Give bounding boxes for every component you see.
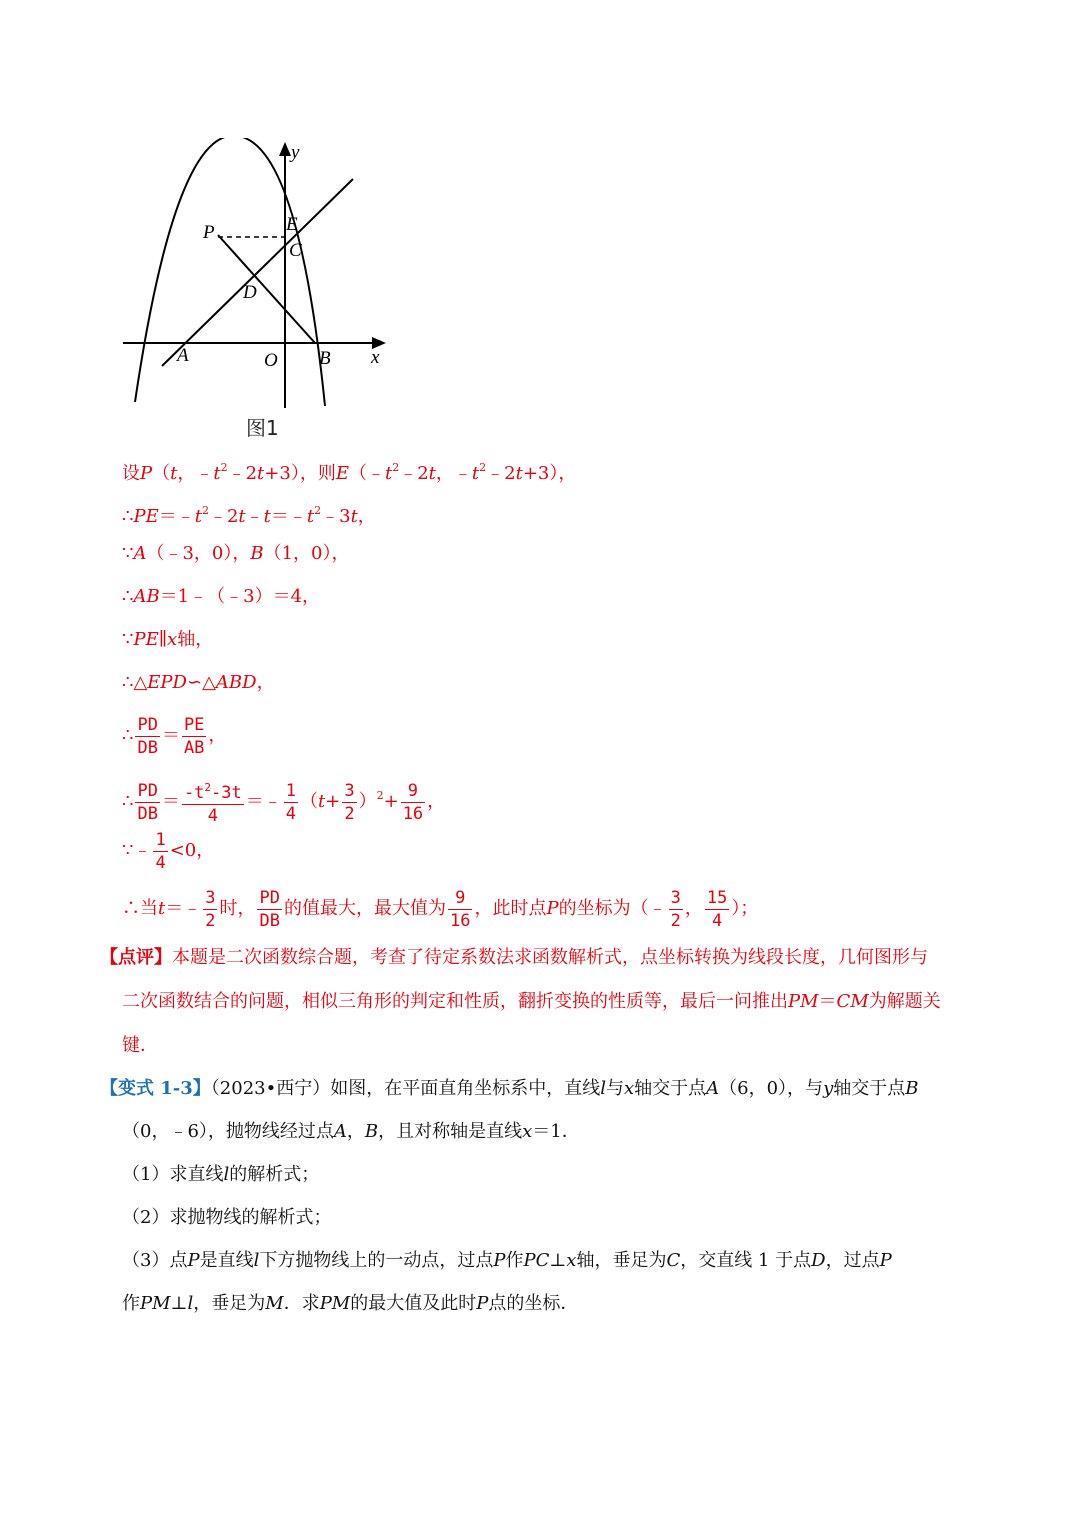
fraction: $\frac{15}{4}$ xyxy=(706,887,728,931)
solution-line-4: ∴AB＝1﹣（﹣3）＝4， xyxy=(122,586,321,607)
figure-caption: 图1 xyxy=(246,416,279,440)
review-line-2: 二次函数结合的问题，相似三角形的判定和性质，翻折变换的性质等，最后一问推出PM＝CM为解题关 xyxy=(122,991,941,1012)
label-B: B xyxy=(319,348,331,369)
label-C: C xyxy=(289,240,302,261)
fraction: $\frac{PE}{AB}$ xyxy=(183,714,205,758)
solution-line-7: ∴ $\frac{PD}{DB}$ ＝ $\frac{PE}{AB}$ ， xyxy=(122,714,227,758)
review-line-3: 键． xyxy=(122,1035,158,1056)
fraction: $\frac{3}{2}$ xyxy=(344,780,355,824)
y-axis-arrow xyxy=(279,142,291,156)
question-2: （2）求抛物线的解析式； xyxy=(122,1207,332,1228)
label-A: A xyxy=(177,345,189,366)
solution-line-10: ∴当t＝﹣ $\frac{3}{2}$ 时， $\frac{PD}{DB}$ 的值最大，最大值为 $\frac{9}{16}$ ，此时点P的坐标为（﹣ $\frac{3}{2}$ ， $\frac{15}{4}$ ）； xyxy=(122,887,759,931)
solution-line-5: ∵PE∥x轴， xyxy=(122,629,214,650)
label-P: P xyxy=(203,222,215,243)
label-O: O xyxy=(264,350,278,371)
question-1: （1）求直线l的解析式； xyxy=(122,1164,320,1185)
line-AE xyxy=(162,179,353,366)
problem-line-1: 【变式 1-3】（2023•西宁）如图，在平面直角坐标系中，直线l与x轴交于点A（6，0），与y轴交于点B xyxy=(100,1078,919,1099)
fraction: $\frac{3}{2}$ xyxy=(205,887,216,931)
review-line-1: 【点评】本题是二次函数综合题，考查了待定系数法求函数解析式，点坐标转换为线段长度，几何图形与 xyxy=(100,947,928,968)
figure-1 xyxy=(118,138,388,438)
review-tag: 【点评】 xyxy=(100,947,172,968)
question-3-line-1: （3）点P是直线l下方抛物线上的一动点，过点P作PC⊥x轴，垂足为C，交直线 1 于点D，过点P xyxy=(122,1250,892,1271)
solution-line-6: ∴△EPD∽△ABD， xyxy=(122,672,275,693)
fraction: $\frac{1}{4}$ xyxy=(285,780,297,824)
fraction: $\frac{-t^2-3t}{4}$ xyxy=(182,777,244,827)
fraction: $\frac{PD}{DB}$ xyxy=(137,780,158,824)
question-3-line-2: 作PM⊥l，垂足为M．求PM的最大值及此时P点的坐标． xyxy=(122,1293,579,1314)
solution-line-1: 设P（t，$﹣t^2﹣2t+3$），则$E(﹣t^2﹣2t$，$﹣t^2﹣2t+3$）， xyxy=(122,461,577,484)
coordinate-figure xyxy=(118,138,388,438)
fraction: $\frac{PD}{DB}$ xyxy=(259,887,280,931)
problem-line-2: （0，﹣6），抛物线经过点A，B，且对称轴是直线x＝1． xyxy=(122,1121,580,1142)
fraction: $\frac{3}{2}$ xyxy=(670,887,681,931)
solution-line-3: ∵A（﹣3，0），B（1，0）， xyxy=(122,543,350,564)
label-y: y xyxy=(291,142,300,163)
solution-line-8: ∴ $\frac{PD}{DB}$ ＝ $\frac{-t^2-3t}{4}$ ＝﹣ $\frac{1}{4}$ （t+ $\frac{3}{2}$ ）$^2$+ $\frac{9}{16}$ ， xyxy=(122,771,445,821)
problem-tag: 【变式 1-3】 xyxy=(100,1078,211,1099)
label-E: E xyxy=(286,214,298,235)
solution-line-9: ∵﹣ $\frac{1}{4}$ <0， xyxy=(122,829,215,873)
fraction: $\frac{PD}{DB}$ xyxy=(137,714,158,758)
label-D: D xyxy=(243,282,257,303)
fraction: $\frac{9}{16}$ xyxy=(449,887,471,931)
fraction: $\frac{9}{16}$ xyxy=(402,780,424,824)
fraction: $\frac{1}{4}$ xyxy=(155,829,166,873)
label-x: x xyxy=(371,347,380,368)
solution-line-2: $\therefore PE=﹣t^2﹣2t﹣t=﹣t^2﹣3t$， xyxy=(122,504,376,527)
